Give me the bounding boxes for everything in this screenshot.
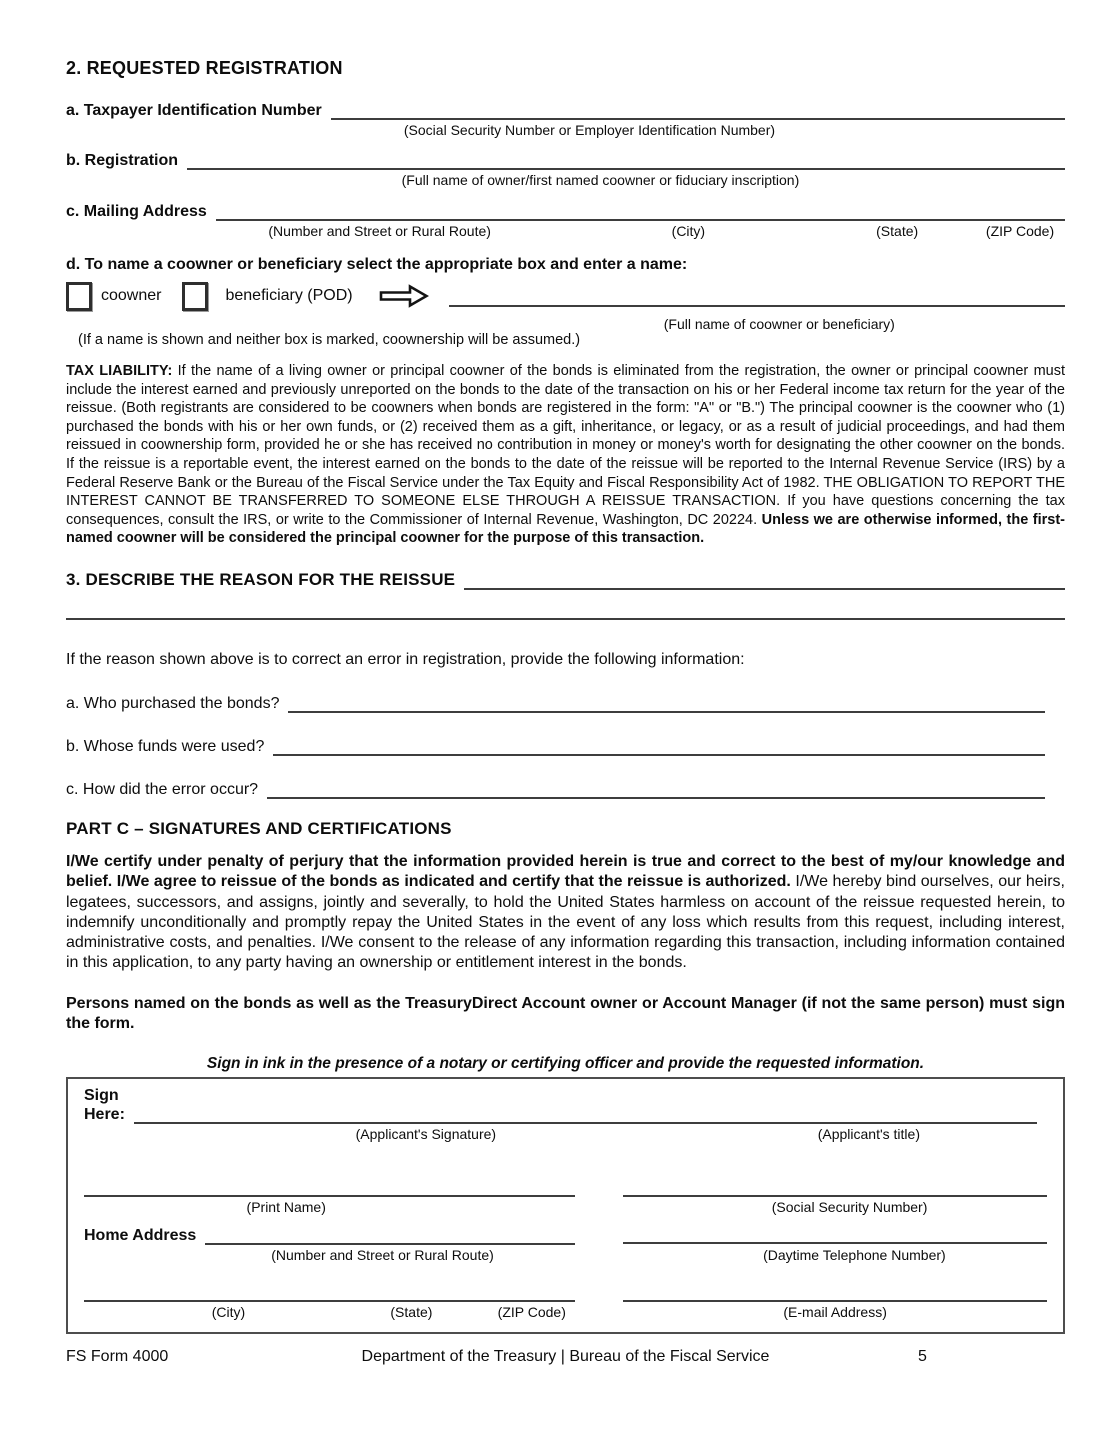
print-name-caption: (Print Name) (246, 1199, 326, 1216)
question-a-label: a. Who purchased the bonds? (66, 694, 280, 712)
registration-input-line[interactable] (187, 153, 1065, 170)
certification-paragraph (66, 852, 1065, 974)
tax-liability-bold-tail: Unless we are otherwise informed, the first-named coowner will be considered the principal coowner for the purpose of this transaction. (66, 511, 1065, 547)
registration-caption: (Full name of owner/first named coowner or fiduciary inscription) (401, 172, 800, 188)
question-b-input-line[interactable] (273, 739, 1045, 756)
home-state-caption: (State) (390, 1303, 433, 1320)
zip-caption: (ZIP Code) (985, 223, 1055, 239)
street-caption: (Number and Street or Rural Route) (268, 223, 491, 239)
question-b-label: b. Whose funds were used? (66, 737, 265, 755)
sign-label: Sign (84, 1087, 119, 1105)
notary-instruction: Sign in ink in the presence of a notary or certifying officer and provide the requested information. (206, 1055, 925, 1073)
phone-line[interactable] (623, 1227, 1047, 1244)
city-state-zip-line[interactable] (84, 1285, 575, 1302)
error-intro: If the reason shown above is to correct an error in registration, provide the following information: (66, 650, 745, 668)
sign-instruction: Persons named on the bonds as well as the TreasuryDirect Account owner or Account Manager (if not the same person) must sign the form. (66, 994, 1065, 1033)
reason-input-line-1[interactable] (464, 573, 1065, 590)
question-c-label: c. How did the error occur? (66, 780, 259, 798)
here-label: Here: (84, 1106, 125, 1124)
department-title: Department of the Treasury | Bureau of the Fiscal Service (361, 1347, 770, 1365)
home-city-caption: (City) (211, 1303, 246, 1320)
tax-liability-paragraph (66, 362, 1065, 548)
coowner-checkbox-label: coowner (101, 287, 162, 304)
registration-label: b. Registration (66, 152, 179, 169)
coowner-instruction: d. To name a coowner or beneficiary select the appropriate box and enter a name: (66, 256, 688, 273)
page-footer (66, 1348, 1065, 1370)
ssn-caption: (Social Security Number) (771, 1199, 928, 1216)
page-number: 5 (918, 1347, 927, 1365)
applicant-title-caption: (Applicant's title) (817, 1126, 920, 1143)
home-zip-caption: (ZIP Code) (497, 1303, 566, 1320)
applicant-signature-line[interactable] (134, 1108, 1037, 1125)
city-caption: (City) (671, 223, 706, 239)
tax-liability-lead: TAX LIABILITY: (66, 363, 173, 379)
home-address-label: Home Address (84, 1227, 197, 1245)
coowner-name-input-line[interactable] (449, 305, 1065, 307)
ssn-line[interactable] (623, 1180, 1047, 1197)
beneficiary-checkbox[interactable] (182, 282, 208, 311)
reason-input-line-2[interactable] (66, 618, 1065, 620)
arrow-right-icon (379, 284, 429, 308)
mailing-address-label: c. Mailing Address (66, 203, 207, 220)
section2-heading: 2. REQUESTED REGISTRATION (66, 58, 343, 78)
email-caption: (E-mail Address) (783, 1303, 887, 1320)
tin-label: a. Taxpayer Identification Number (66, 102, 322, 119)
email-line[interactable] (623, 1285, 1047, 1302)
home-address-line[interactable] (205, 1228, 575, 1245)
signature-box (66, 1077, 1065, 1334)
part-c-heading: PART C – SIGNATURES AND CERTIFICATIONS (66, 818, 452, 838)
form-number: FS Form 4000 (66, 1347, 169, 1365)
applicant-signature-caption: (Applicant's Signature) (355, 1126, 497, 1143)
coowner-checkbox[interactable] (66, 282, 92, 311)
section3-heading: 3. DESCRIBE THE REASON FOR THE REISSUE (66, 569, 456, 589)
state-caption: (State) (876, 223, 919, 239)
phone-caption: (Daytime Telephone Number) (763, 1247, 946, 1264)
tin-input-line[interactable] (331, 103, 1065, 120)
mailing-address-input-line[interactable] (216, 204, 1065, 221)
certification-bold: I/We certify under penalty of perjury that the information provided herein is true and correct to the best of my/our knowledge and belief. I/We agree to reissue of the bonds as indicated and certify that the reissue is authorized. (66, 852, 1065, 891)
coowner-name-caption: (Full name of coowner or beneficiary) (663, 316, 895, 332)
question-a-input-line[interactable] (288, 696, 1045, 713)
print-name-line[interactable] (84, 1180, 575, 1197)
tax-liability-body: If the name of a living owner or principal coowner of the bonds is eliminated from the registration, the owner or principal coowner must include the interest earned and previously unreported on the bonds to the date of the transaction on his or her Federal income tax return for the year of the reissue. (Both registrants are considered to be coowners when bonds are registered in the form: "A" or "B.") The principal coowner is the coowner who (1) purchased the bonds with his or her own funds, or (2) received them as a gift, inheritance, or legacy, or as a result of judicial proceedings, and had them reissued in coownership form, provided he or she has received no contribution in money or money's worth for designating the other coowner on the bonds. If the reissue is a reportable event, the interest earned on the bonds to the date of the reissue will be reported to the Internal Revenue Service (IRS) by a Federal Reserve Bank or the Bureau of the Fiscal Service under the Tax Equity and Fiscal Responsibility Act of 1982. THE OBLIGATION TO REPORT THE INTEREST CANNOT BE TRANSFERRED TO SOMEONE ELSE THROUGH A REISSUE TRANSACTION. If you have questions concerning the tax consequences, consult the IRS, or write to the Commissioner of Internal Revenue, Washington, DC 20224. (66, 363, 1065, 528)
home-street-caption: (Number and Street or Rural Route) (271, 1247, 494, 1264)
question-c-input-line[interactable] (267, 782, 1045, 799)
tin-caption: (Social Security Number or Employer Identification Number) (403, 122, 776, 138)
certification-rest: I/We hereby bind ourselves, our heirs, legatees, successors, and assigns, jointly and severally, to hold the United States harmless on account of the reissue requested herein, to indemnify unconditionally and promptly repay the United States in the event of any loss which results from this request, including interest, administrative costs, and penalties. I/We consent to the release of any information regarding this transaction, including information contained in this application, to any party having an ownership or entitlement interest in the bonds. (66, 873, 1066, 972)
beneficiary-checkbox-label: beneficiary (POD) (225, 287, 353, 304)
assumption-note: (If a name is shown and neither box is marked, coownership will be assumed.) (78, 332, 581, 348)
